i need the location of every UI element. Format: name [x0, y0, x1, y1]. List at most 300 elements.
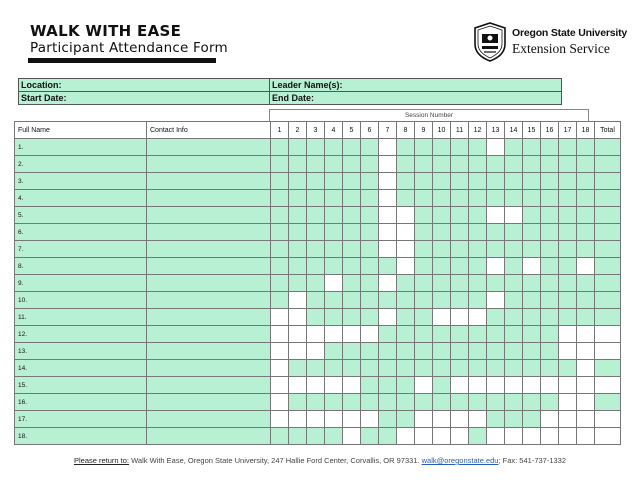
attendance-cell[interactable] [271, 326, 289, 343]
attendance-cell[interactable] [415, 292, 433, 309]
contact-cell[interactable] [147, 275, 271, 292]
attendance-cell[interactable] [271, 156, 289, 173]
attendance-cell[interactable] [361, 275, 379, 292]
attendance-cell[interactable] [271, 428, 289, 445]
attendance-cell[interactable] [559, 241, 577, 258]
attendance-cell[interactable] [289, 139, 307, 156]
attendance-cell[interactable] [379, 173, 397, 190]
attendance-cell[interactable] [397, 326, 415, 343]
attendance-cell[interactable] [415, 326, 433, 343]
attendance-cell[interactable] [433, 428, 451, 445]
attendance-cell[interactable] [487, 343, 505, 360]
attendance-cell[interactable] [325, 275, 343, 292]
total-cell[interactable] [595, 309, 621, 326]
attendance-cell[interactable] [379, 207, 397, 224]
attendance-cell[interactable] [577, 173, 595, 190]
attendance-cell[interactable] [559, 190, 577, 207]
attendance-cell[interactable] [541, 207, 559, 224]
attendance-cell[interactable] [487, 156, 505, 173]
attendance-cell[interactable] [469, 275, 487, 292]
attendance-cell[interactable] [505, 411, 523, 428]
attendance-cell[interactable] [361, 292, 379, 309]
attendance-cell[interactable] [343, 207, 361, 224]
attendance-cell[interactable] [289, 428, 307, 445]
name-cell[interactable]: 6. [15, 224, 147, 241]
attendance-cell[interactable] [577, 377, 595, 394]
attendance-cell[interactable] [271, 173, 289, 190]
contact-cell[interactable] [147, 394, 271, 411]
attendance-cell[interactable] [289, 309, 307, 326]
attendance-cell[interactable] [397, 428, 415, 445]
attendance-cell[interactable] [343, 224, 361, 241]
attendance-cell[interactable] [361, 394, 379, 411]
attendance-cell[interactable] [307, 394, 325, 411]
attendance-cell[interactable] [415, 156, 433, 173]
attendance-cell[interactable] [505, 207, 523, 224]
attendance-cell[interactable] [505, 428, 523, 445]
attendance-cell[interactable] [271, 377, 289, 394]
total-cell[interactable] [595, 173, 621, 190]
attendance-cell[interactable] [505, 326, 523, 343]
attendance-cell[interactable] [469, 156, 487, 173]
attendance-cell[interactable] [379, 190, 397, 207]
attendance-cell[interactable] [271, 258, 289, 275]
total-cell[interactable] [595, 377, 621, 394]
attendance-cell[interactable] [379, 241, 397, 258]
attendance-cell[interactable] [343, 275, 361, 292]
attendance-cell[interactable] [469, 309, 487, 326]
attendance-cell[interactable] [307, 343, 325, 360]
attendance-cell[interactable] [505, 241, 523, 258]
attendance-cell[interactable] [271, 224, 289, 241]
name-cell[interactable]: 2. [15, 156, 147, 173]
contact-cell[interactable] [147, 292, 271, 309]
attendance-cell[interactable] [451, 190, 469, 207]
attendance-cell[interactable] [289, 326, 307, 343]
attendance-cell[interactable] [433, 139, 451, 156]
attendance-cell[interactable] [397, 292, 415, 309]
attendance-cell[interactable] [505, 190, 523, 207]
attendance-cell[interactable] [361, 360, 379, 377]
attendance-cell[interactable] [559, 173, 577, 190]
name-cell[interactable]: 7. [15, 241, 147, 258]
attendance-cell[interactable] [469, 292, 487, 309]
name-cell[interactable]: 5. [15, 207, 147, 224]
attendance-cell[interactable] [523, 343, 541, 360]
attendance-cell[interactable] [487, 139, 505, 156]
attendance-cell[interactable] [487, 326, 505, 343]
attendance-cell[interactable] [577, 394, 595, 411]
attendance-cell[interactable] [559, 394, 577, 411]
attendance-cell[interactable] [343, 343, 361, 360]
attendance-cell[interactable] [397, 411, 415, 428]
total-cell[interactable] [595, 156, 621, 173]
attendance-cell[interactable] [361, 411, 379, 428]
attendance-cell[interactable] [559, 224, 577, 241]
attendance-cell[interactable] [307, 207, 325, 224]
attendance-cell[interactable] [307, 156, 325, 173]
attendance-cell[interactable] [415, 275, 433, 292]
attendance-cell[interactable] [415, 139, 433, 156]
attendance-cell[interactable] [415, 241, 433, 258]
attendance-cell[interactable] [451, 224, 469, 241]
attendance-cell[interactable] [325, 377, 343, 394]
attendance-cell[interactable] [451, 394, 469, 411]
total-cell[interactable] [595, 241, 621, 258]
attendance-cell[interactable] [505, 309, 523, 326]
total-cell[interactable] [595, 360, 621, 377]
attendance-cell[interactable] [307, 241, 325, 258]
attendance-cell[interactable] [505, 377, 523, 394]
attendance-cell[interactable] [343, 309, 361, 326]
name-cell[interactable]: 14. [15, 360, 147, 377]
attendance-cell[interactable] [325, 173, 343, 190]
attendance-cell[interactable] [379, 428, 397, 445]
attendance-cell[interactable] [541, 343, 559, 360]
attendance-cell[interactable] [289, 173, 307, 190]
attendance-cell[interactable] [325, 241, 343, 258]
name-cell[interactable]: 9. [15, 275, 147, 292]
attendance-cell[interactable] [523, 258, 541, 275]
contact-cell[interactable] [147, 241, 271, 258]
attendance-cell[interactable] [325, 428, 343, 445]
attendance-cell[interactable] [397, 241, 415, 258]
attendance-cell[interactable] [469, 428, 487, 445]
attendance-cell[interactable] [343, 173, 361, 190]
attendance-cell[interactable] [289, 190, 307, 207]
attendance-cell[interactable] [361, 343, 379, 360]
name-cell[interactable]: 16. [15, 394, 147, 411]
attendance-cell[interactable] [271, 207, 289, 224]
name-cell[interactable]: 13. [15, 343, 147, 360]
attendance-cell[interactable] [433, 241, 451, 258]
attendance-cell[interactable] [325, 394, 343, 411]
attendance-cell[interactable] [307, 377, 325, 394]
attendance-cell[interactable] [361, 224, 379, 241]
attendance-cell[interactable] [577, 343, 595, 360]
attendance-cell[interactable] [577, 428, 595, 445]
attendance-cell[interactable] [559, 411, 577, 428]
attendance-cell[interactable] [487, 224, 505, 241]
attendance-cell[interactable] [523, 428, 541, 445]
attendance-cell[interactable] [577, 411, 595, 428]
attendance-cell[interactable] [433, 309, 451, 326]
attendance-cell[interactable] [433, 258, 451, 275]
attendance-cell[interactable] [415, 360, 433, 377]
attendance-cell[interactable] [487, 292, 505, 309]
attendance-cell[interactable] [451, 173, 469, 190]
contact-cell[interactable] [147, 139, 271, 156]
attendance-cell[interactable] [487, 275, 505, 292]
attendance-cell[interactable] [289, 207, 307, 224]
attendance-cell[interactable] [487, 377, 505, 394]
attendance-cell[interactable] [307, 292, 325, 309]
attendance-cell[interactable] [361, 428, 379, 445]
attendance-cell[interactable] [559, 139, 577, 156]
attendance-cell[interactable] [361, 258, 379, 275]
attendance-cell[interactable] [523, 207, 541, 224]
attendance-cell[interactable] [451, 360, 469, 377]
attendance-cell[interactable] [289, 292, 307, 309]
attendance-cell[interactable] [469, 190, 487, 207]
attendance-cell[interactable] [397, 139, 415, 156]
start-date-field[interactable]: Start Date: [19, 92, 270, 105]
attendance-cell[interactable] [487, 309, 505, 326]
attendance-cell[interactable] [343, 139, 361, 156]
attendance-cell[interactable] [271, 411, 289, 428]
attendance-cell[interactable] [541, 139, 559, 156]
attendance-cell[interactable] [379, 139, 397, 156]
attendance-cell[interactable] [577, 139, 595, 156]
attendance-cell[interactable] [307, 173, 325, 190]
attendance-cell[interactable] [415, 309, 433, 326]
total-cell[interactable] [595, 139, 621, 156]
attendance-cell[interactable] [379, 156, 397, 173]
attendance-cell[interactable] [307, 224, 325, 241]
attendance-cell[interactable] [559, 326, 577, 343]
attendance-cell[interactable] [451, 292, 469, 309]
attendance-cell[interactable] [397, 173, 415, 190]
attendance-cell[interactable] [271, 309, 289, 326]
attendance-cell[interactable] [397, 360, 415, 377]
attendance-cell[interactable] [343, 411, 361, 428]
attendance-cell[interactable] [415, 258, 433, 275]
attendance-cell[interactable] [307, 190, 325, 207]
attendance-cell[interactable] [289, 377, 307, 394]
attendance-cell[interactable] [451, 207, 469, 224]
attendance-cell[interactable] [523, 190, 541, 207]
contact-cell[interactable] [147, 309, 271, 326]
attendance-cell[interactable] [541, 241, 559, 258]
attendance-cell[interactable] [289, 343, 307, 360]
attendance-cell[interactable] [487, 411, 505, 428]
attendance-cell[interactable] [469, 360, 487, 377]
attendance-cell[interactable] [415, 377, 433, 394]
attendance-cell[interactable] [433, 190, 451, 207]
attendance-cell[interactable] [289, 394, 307, 411]
attendance-cell[interactable] [325, 411, 343, 428]
attendance-cell[interactable] [325, 360, 343, 377]
attendance-cell[interactable] [451, 156, 469, 173]
attendance-cell[interactable] [415, 173, 433, 190]
attendance-cell[interactable] [415, 411, 433, 428]
attendance-cell[interactable] [541, 377, 559, 394]
attendance-cell[interactable] [325, 139, 343, 156]
attendance-cell[interactable] [289, 275, 307, 292]
attendance-cell[interactable] [415, 343, 433, 360]
attendance-cell[interactable] [379, 224, 397, 241]
attendance-cell[interactable] [559, 309, 577, 326]
attendance-cell[interactable] [433, 377, 451, 394]
attendance-cell[interactable] [433, 207, 451, 224]
attendance-cell[interactable] [379, 411, 397, 428]
attendance-cell[interactable] [361, 156, 379, 173]
attendance-cell[interactable] [541, 224, 559, 241]
attendance-cell[interactable] [361, 241, 379, 258]
attendance-cell[interactable] [343, 428, 361, 445]
attendance-cell[interactable] [577, 241, 595, 258]
attendance-cell[interactable] [505, 173, 523, 190]
attendance-cell[interactable] [577, 190, 595, 207]
attendance-cell[interactable] [523, 275, 541, 292]
attendance-cell[interactable] [271, 275, 289, 292]
attendance-cell[interactable] [559, 258, 577, 275]
contact-cell[interactable] [147, 326, 271, 343]
footer-email-link[interactable]: walk@oregonstate.edu [421, 456, 499, 465]
attendance-cell[interactable] [379, 326, 397, 343]
attendance-cell[interactable] [433, 292, 451, 309]
attendance-cell[interactable] [415, 224, 433, 241]
attendance-cell[interactable] [451, 241, 469, 258]
contact-cell[interactable] [147, 258, 271, 275]
attendance-cell[interactable] [271, 394, 289, 411]
attendance-cell[interactable] [505, 139, 523, 156]
attendance-cell[interactable] [343, 394, 361, 411]
attendance-cell[interactable] [469, 173, 487, 190]
attendance-cell[interactable] [397, 207, 415, 224]
name-cell[interactable]: 1. [15, 139, 147, 156]
total-cell[interactable] [595, 224, 621, 241]
contact-cell[interactable] [147, 190, 271, 207]
attendance-cell[interactable] [451, 326, 469, 343]
attendance-cell[interactable] [487, 360, 505, 377]
attendance-cell[interactable] [343, 326, 361, 343]
attendance-cell[interactable] [487, 190, 505, 207]
attendance-cell[interactable] [541, 428, 559, 445]
attendance-cell[interactable] [379, 343, 397, 360]
attendance-cell[interactable] [505, 343, 523, 360]
end-date-field[interactable]: End Date: [270, 92, 562, 105]
attendance-cell[interactable] [343, 292, 361, 309]
attendance-cell[interactable] [307, 360, 325, 377]
attendance-cell[interactable] [523, 224, 541, 241]
attendance-cell[interactable] [451, 258, 469, 275]
attendance-cell[interactable] [505, 224, 523, 241]
attendance-cell[interactable] [523, 173, 541, 190]
attendance-cell[interactable] [487, 394, 505, 411]
attendance-cell[interactable] [415, 394, 433, 411]
attendance-cell[interactable] [541, 360, 559, 377]
attendance-cell[interactable] [469, 224, 487, 241]
attendance-cell[interactable] [469, 394, 487, 411]
total-cell[interactable] [595, 292, 621, 309]
attendance-cell[interactable] [379, 309, 397, 326]
contact-cell[interactable] [147, 377, 271, 394]
total-cell[interactable] [595, 343, 621, 360]
attendance-cell[interactable] [451, 343, 469, 360]
attendance-cell[interactable] [559, 207, 577, 224]
attendance-cell[interactable] [361, 309, 379, 326]
attendance-cell[interactable] [307, 411, 325, 428]
attendance-cell[interactable] [577, 258, 595, 275]
attendance-cell[interactable] [361, 326, 379, 343]
attendance-cell[interactable] [577, 292, 595, 309]
name-cell[interactable]: 11. [15, 309, 147, 326]
attendance-cell[interactable] [505, 394, 523, 411]
attendance-cell[interactable] [487, 173, 505, 190]
attendance-cell[interactable] [379, 394, 397, 411]
attendance-cell[interactable] [559, 275, 577, 292]
attendance-cell[interactable] [325, 343, 343, 360]
attendance-cell[interactable] [343, 241, 361, 258]
attendance-cell[interactable] [379, 360, 397, 377]
attendance-cell[interactable] [523, 394, 541, 411]
attendance-cell[interactable] [397, 309, 415, 326]
attendance-cell[interactable] [397, 377, 415, 394]
attendance-cell[interactable] [361, 173, 379, 190]
attendance-cell[interactable] [343, 360, 361, 377]
attendance-cell[interactable] [541, 275, 559, 292]
attendance-cell[interactable] [433, 394, 451, 411]
attendance-cell[interactable] [505, 292, 523, 309]
attendance-cell[interactable] [505, 258, 523, 275]
attendance-cell[interactable] [397, 394, 415, 411]
attendance-cell[interactable] [289, 411, 307, 428]
name-cell[interactable]: 10. [15, 292, 147, 309]
attendance-cell[interactable] [397, 343, 415, 360]
attendance-cell[interactable] [397, 275, 415, 292]
attendance-cell[interactable] [559, 156, 577, 173]
attendance-cell[interactable] [487, 428, 505, 445]
total-cell[interactable] [595, 326, 621, 343]
attendance-cell[interactable] [487, 258, 505, 275]
attendance-cell[interactable] [379, 377, 397, 394]
attendance-cell[interactable] [469, 258, 487, 275]
attendance-cell[interactable] [523, 156, 541, 173]
attendance-cell[interactable] [487, 207, 505, 224]
attendance-cell[interactable] [469, 343, 487, 360]
attendance-cell[interactable] [343, 258, 361, 275]
name-cell[interactable]: 12. [15, 326, 147, 343]
attendance-cell[interactable] [415, 207, 433, 224]
attendance-cell[interactable] [415, 190, 433, 207]
attendance-cell[interactable] [541, 411, 559, 428]
attendance-cell[interactable] [505, 156, 523, 173]
attendance-cell[interactable] [307, 309, 325, 326]
attendance-cell[interactable] [577, 224, 595, 241]
attendance-cell[interactable] [451, 411, 469, 428]
attendance-cell[interactable] [451, 309, 469, 326]
attendance-cell[interactable] [379, 275, 397, 292]
attendance-cell[interactable] [307, 326, 325, 343]
attendance-cell[interactable] [433, 156, 451, 173]
attendance-cell[interactable] [271, 292, 289, 309]
attendance-cell[interactable] [361, 139, 379, 156]
attendance-cell[interactable] [325, 292, 343, 309]
attendance-cell[interactable] [271, 343, 289, 360]
attendance-cell[interactable] [523, 411, 541, 428]
attendance-cell[interactable] [541, 394, 559, 411]
attendance-cell[interactable] [343, 190, 361, 207]
attendance-cell[interactable] [433, 173, 451, 190]
name-cell[interactable]: 17. [15, 411, 147, 428]
attendance-cell[interactable] [271, 241, 289, 258]
attendance-cell[interactable] [577, 156, 595, 173]
attendance-cell[interactable] [325, 156, 343, 173]
attendance-cell[interactable] [487, 241, 505, 258]
attendance-cell[interactable] [577, 207, 595, 224]
attendance-cell[interactable] [397, 258, 415, 275]
attendance-cell[interactable] [469, 139, 487, 156]
contact-cell[interactable] [147, 156, 271, 173]
attendance-cell[interactable] [289, 241, 307, 258]
attendance-cell[interactable] [451, 377, 469, 394]
attendance-cell[interactable] [307, 258, 325, 275]
name-cell[interactable]: 4. [15, 190, 147, 207]
attendance-cell[interactable] [289, 360, 307, 377]
attendance-cell[interactable] [541, 258, 559, 275]
attendance-cell[interactable] [523, 241, 541, 258]
